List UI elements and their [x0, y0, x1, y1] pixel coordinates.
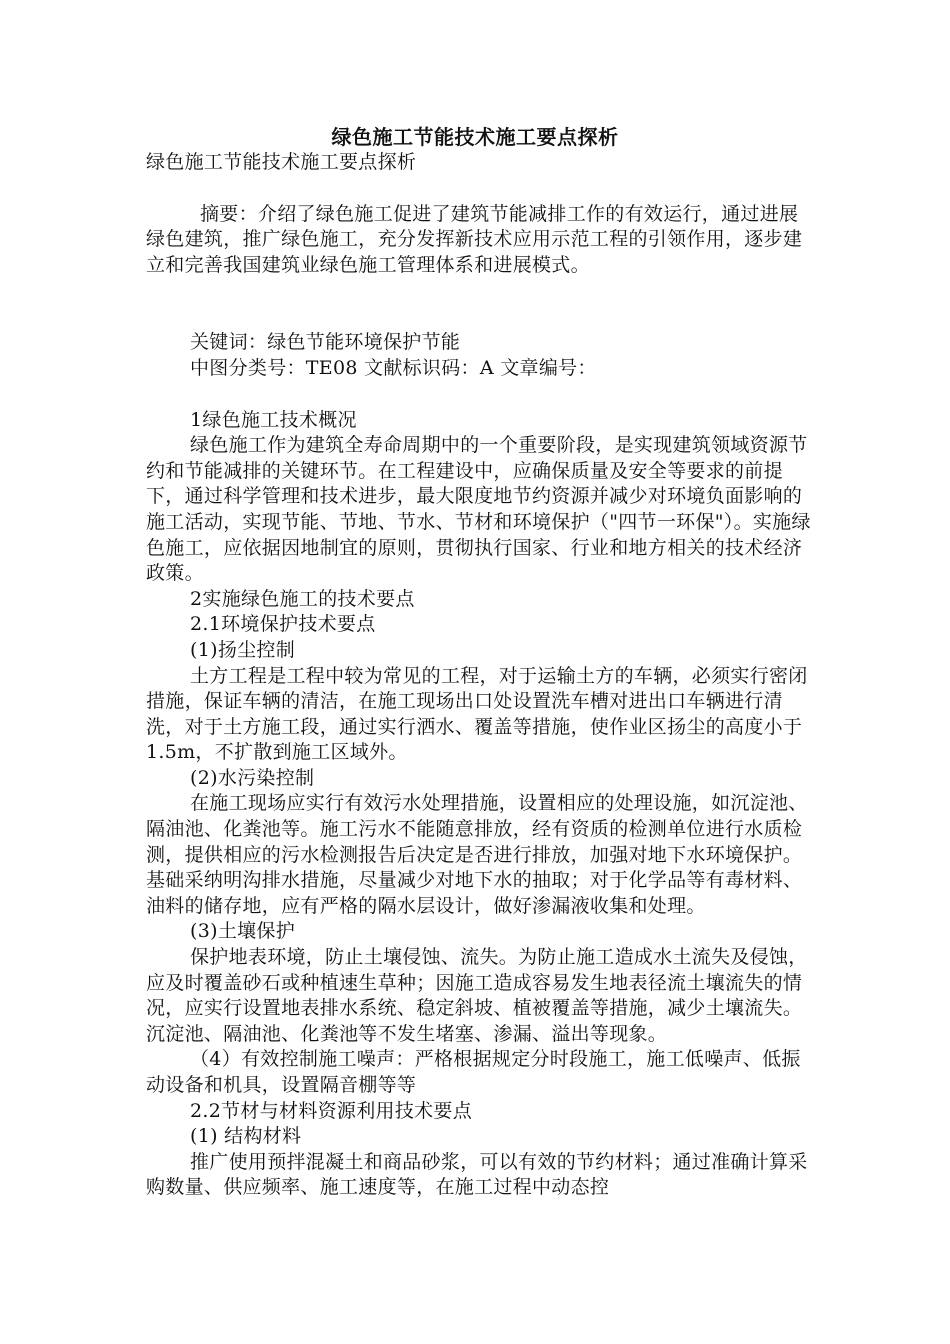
- section-2-2-heading: 2.2节材与材料资源利用技术要点: [190, 1099, 473, 1122]
- item-1-paragraph: 土方工程是工程中较为常见的工程，对于运输土方的车辆，必须实行密闭措施，保证车辆的清洁，在施工现场出口处设置洗车槽对进出口车辆进行清洗，对于土方施工段，通过实行洒水、覆盖等措施，使作业区扬尘的高度小于1.5m，不扩散到施工区域外。: [146, 664, 808, 764]
- item-3-heading: (3)土壤保护: [190, 920, 296, 943]
- abstract-paragraph: 摘要：介绍了绿色施工促进了建筑节能减排工作的有效运行，通过进展绿色建筑，推广绿色施工，充分发挥新技术应用示范工程的引领作用，逐步建立和完善我国建筑业绿色施工管理体系和进展模式。: [146, 202, 803, 276]
- item-4-paragraph: （4）有效控制施工噪声：严格根据规定分时段施工，施工低噪声、低振动设备和机具，设置隔音棚等等: [146, 1048, 801, 1096]
- item-2-heading: (2)水污染控制: [190, 766, 315, 789]
- item-5-paragraph: 推广使用预拌混凝土和商品砂浆，可以有效的节约材料；通过准确计算采购数量、供应频率、施工速度等，在施工过程中动态控: [146, 1150, 808, 1199]
- keywords-line: 关键词：绿色节能环境保护节能: [190, 331, 461, 354]
- document-body: [146, 150, 816, 1201]
- item-1-heading: (1)扬尘控制: [190, 638, 296, 661]
- document-subtitle: 绿色施工节能技术施工要点探析: [146, 151, 417, 173]
- section-1-heading: 1绿色施工技术概况: [190, 408, 357, 431]
- section-2-heading: 2实施绿色施工的技术要点: [190, 587, 415, 610]
- item-5-heading: (1) 结构材料: [190, 1125, 302, 1148]
- section-1-paragraph: 绿色施工作为建筑全寿命周期中的一个重要阶段，是实现建筑领域资源节约和节能减排的关键环节。在工程建设中，应确保质量及安全等要求的前提下，通过科学管理和技术进步，最大限度地节约资源并减少对环境负面影响的施工活动，实现节能、节地、节水、节材和环境保护（"四节一环保"）。实施绿色施工，应依据因地制宜的原则，贯彻执行国家、行业和地方相关的技术经济政策。: [146, 434, 811, 585]
- document-title: 绿色施工节能技术施工要点探析: [331, 125, 619, 149]
- item-2-paragraph: 在施工现场应实行有效污水处理措施，设置相应的处理设施，如沉淀池、隔油池、化粪池等。施工污水不能随意排放，经有资质的检测单位进行水质检测，提供相应的污水检测报告后决定是否进行排放，加强对地下水环境保护。基础采纳明沟排水措施，尽量减少对地下水的抽取；对于化学品等有毒材料、油料的储存地，应有严格的隔水层设计，做好渗漏液收集和处理。: [146, 792, 808, 917]
- item-3-paragraph: 保护地表环境，防止土壤侵蚀、流失。为防止施工造成水土流失及侵蚀，应及时覆盖砂石或种植速生草种；因施工造成容易发生地表径流土壤流失的情况，应实行设置地表排水系统、稳定斜坡、植被覆盖等措施，减少土壤流失。沉淀池、隔油池、化粪池等不发生堵塞、渗漏、溢出等现象。: [146, 946, 808, 1045]
- section-2-1-heading: 2.1环境保护技术要点: [190, 613, 376, 636]
- classification-line: 中图分类号：TE08 文献标识码：A 文章编号：: [190, 356, 597, 379]
